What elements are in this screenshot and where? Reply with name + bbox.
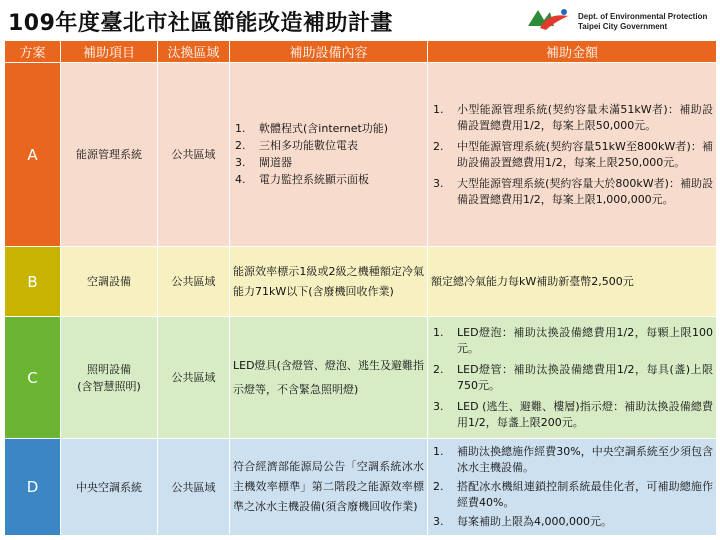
table-row-d	[5, 439, 717, 536]
replacement-area: 公共區域	[158, 247, 230, 317]
amount-text: 額定總冷氣能力每kW補助新臺幣2,500元	[431, 274, 634, 288]
equipment-content	[230, 247, 428, 317]
replacement-area: 公共區域	[158, 317, 230, 439]
list-item: 1. LED燈泡：補助汰換設備總費用1/2，每顆上限100元。	[433, 325, 713, 355]
replacement-area: 公共區域	[158, 439, 230, 536]
subsidy-item	[61, 317, 158, 439]
taipei-epa-logo-icon	[524, 6, 572, 32]
page-header	[0, 0, 720, 40]
header-item: 補助項目	[61, 41, 158, 63]
subsidy-item: 空調設備	[61, 247, 158, 317]
plan-label: D	[5, 439, 61, 536]
department-name-line2: Taipei City Government	[578, 22, 668, 31]
subsidy-amount	[428, 247, 717, 317]
plan-label: B	[5, 247, 61, 317]
list-item: 1. 軟體程式(含internet功能)	[235, 122, 389, 135]
list-item: 3. LED (逃生、避難、樓層)指示燈：補助汰換設備總費用1/2，每盞上限200元。	[433, 399, 713, 429]
list-item: 2. 中型能源管理系統(契約容量51kW至800kW者)：補助設備設置總費用1/2，每案上限250,000元。	[433, 139, 713, 169]
equipment-content	[230, 317, 428, 439]
subsidy-table	[4, 40, 717, 536]
equipment-text: LED燈具(含燈管、燈泡、逃生及避難指示燈等，不含緊急照明燈)	[233, 358, 424, 396]
replacement-area: 公共區域	[158, 63, 230, 247]
plan-label: C	[5, 317, 61, 439]
subsidy-amount	[428, 63, 717, 247]
equipment-text: 符合經濟部能源局公告「空調系統冰水主機效率標準」第二階段之能源效率標準之冰水主機設備(須含廢機回收作業)	[233, 460, 424, 513]
page-title: 109年度臺北市社區節能改造補助計畫	[8, 11, 393, 36]
department-name	[578, 12, 707, 32]
table-row-c	[5, 317, 717, 439]
subsidy-item-line2: (含智慧照明)	[77, 379, 141, 393]
subsidy-amount	[428, 317, 717, 439]
list-item: 2. LED燈管：補助汰換設備總費用1/2，每具(盞)上限750元。	[433, 362, 713, 392]
header-area: 汰換區域	[158, 41, 230, 63]
plan-label: A	[5, 63, 61, 247]
equipment-content	[230, 63, 428, 247]
subsidy-item: 中央空調系統	[61, 439, 158, 536]
table-header-row	[5, 41, 717, 63]
subsidy-item: 能源管理系統	[61, 63, 158, 247]
equipment-content	[230, 439, 428, 536]
list-item: 3. 閘道器	[235, 156, 292, 169]
list-item: 2. 三相多功能數位電表	[235, 139, 358, 152]
header-plan: 方案	[5, 41, 61, 63]
list-item: 1. 小型能源管理系統(契約容量未滿51kW者)：補助設備設置總費用1/2，每案上限50,000元。	[433, 102, 713, 132]
table-row-b	[5, 247, 717, 317]
table-row-a	[5, 63, 717, 247]
list-item: 3. 每案補助上限為4,000,000元。	[433, 515, 612, 528]
subsidy-item-line1: 照明設備	[87, 362, 131, 376]
equipment-text: 能源效率標示1級或2級之機種額定冷氣能力71kW以下(含廢機回收作業)	[233, 264, 424, 298]
subsidy-amount	[428, 439, 717, 536]
list-item: 4. 電力監控系統顯示面板	[235, 173, 369, 186]
list-item: 1. 補助汰換總施作經費30%，中央空調系統至少須包含冰水主機設備。	[433, 445, 713, 474]
department-name-line1: Dept. of Environmental Protection	[578, 12, 708, 21]
list-item: 3. 大型能源管理系統(契約容量大於800kW者)：補助設備設置總費用1/2，每案上限1,000,000元。	[433, 176, 713, 206]
list-item: 2. 搭配冰水機組連鎖控制系統最佳化者，可補助總施作經費40%。	[433, 480, 713, 509]
header-amount: 補助金額	[428, 41, 717, 63]
header-equipment: 補助設備內容	[230, 41, 428, 63]
